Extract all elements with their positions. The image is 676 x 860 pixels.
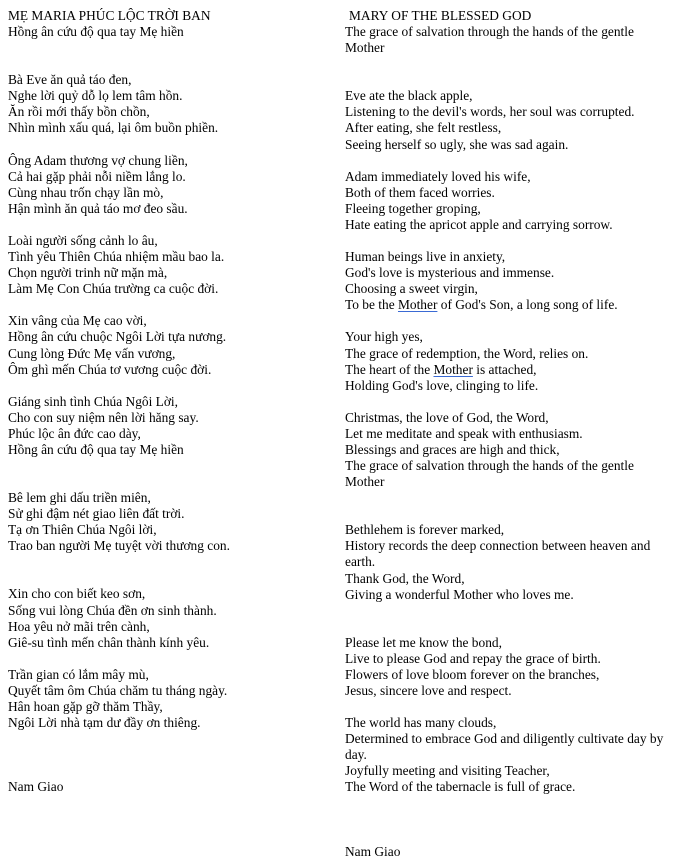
poem-line: Bà Eve ăn quả táo đen, — [8, 72, 132, 88]
stanza — [8, 72, 328, 136]
poem-line: The grace of salvation through the hands of the gentle Mother — [345, 458, 634, 490]
poem-line: Tạ ơn Thiên Chúa Ngôi lời, — [8, 522, 157, 538]
poem-line: Cho con suy niệm nên lời hăng say. — [8, 409, 199, 425]
english-poem-column — [345, 8, 671, 860]
poem-line: Holding God's love, clinging to life. — [345, 377, 539, 393]
poem-line: Sử ghi đậm nét giao liên đất trời. — [8, 506, 185, 522]
stanza — [8, 586, 328, 650]
poem-line: Trao ban người Mẹ tuyệt vời thương con. — [8, 538, 230, 554]
poem-line: Xin cho con biết keo sơn, — [8, 586, 146, 602]
poem-line: Hate eating the apricot apple and carrying sorrow. — [345, 216, 613, 232]
stanza — [345, 635, 671, 699]
poem-line: Ăn rồi mới thấy bồn chồn, — [8, 104, 150, 120]
poem-line: Chọn người trinh nữ mặn mà, — [8, 265, 168, 281]
poem-line: Seeing herself so ugly, she was sad again. — [345, 136, 569, 152]
poem-title: MẸ MARIA PHÚC LỘC TRỜI BAN — [8, 8, 211, 23]
poem-line: To be the Mother of God's Son, a long song of life. — [345, 297, 618, 313]
stanza — [345, 88, 671, 152]
poem-line: The world has many clouds, — [345, 715, 497, 731]
poem-line: Hồng ân cứu chuộc Ngôi Lời tựa nương. — [8, 329, 227, 345]
poem-line: Ông Adam thương vợ chung liền, — [8, 152, 188, 168]
poem-line: History records the deep connection between heaven and earth. — [345, 538, 651, 570]
poem-line: God's love is mysterious and immense. — [345, 265, 555, 281]
author-signature: Nam Giao — [8, 779, 64, 795]
author-signature: Nam Giao — [345, 843, 401, 859]
stanza-list — [8, 72, 328, 731]
stanza — [345, 715, 671, 795]
poem-line: Listening to the devil's words, her soul was corrupted. — [345, 104, 635, 120]
poem-line: Cả hai gặp phải nỗi niềm lắng lo. — [8, 168, 186, 184]
poem-line: Hoa yêu nở mãi trên cành, — [8, 618, 150, 634]
poem-line: Choosing a sweet virgin, — [345, 281, 478, 297]
poem-line: Giê-su tình mến chân thành kính yêu. — [8, 634, 210, 650]
poem-line: Hồng ân cứu độ qua tay Mẹ hiền — [8, 441, 184, 457]
poem-line: Flowers of love bloom forever on the branches, — [345, 666, 600, 682]
poem-line: Cung lòng Đức Mẹ vấn vương, — [8, 345, 176, 361]
poem-line: The heart of the Mother is attached, — [345, 361, 537, 377]
poem-line: Christmas, the love of God, the Word, — [345, 409, 549, 425]
poem-line: Bethlehem is forever marked, — [345, 522, 505, 538]
poem-line: Nghe lời quỷ dỗ lọ lem tâm hồn. — [8, 88, 183, 104]
poem-subtitle: Hồng ân cứu độ qua tay Mẹ hiền — [8, 24, 184, 40]
poem-line: Nhìn mình xấu quá, lại ôm buồn phiền. — [8, 120, 219, 136]
stanza — [8, 490, 328, 554]
poem-line: The grace of redemption, the Word, relies on. — [345, 345, 589, 361]
poem-line: Let me meditate and speak with enthusiasm. — [345, 425, 583, 441]
poem-line: Your high yes, — [345, 329, 423, 345]
poem-line: Blessings and graces are high and thick, — [345, 441, 560, 457]
poem-line: Determined to embrace God and diligently cultivate day by day. — [345, 731, 664, 763]
stanza — [8, 667, 328, 731]
poem-line: Ngôi Lời nhà tạm dư đầy ơn thiêng. — [8, 715, 201, 731]
poem-line: Jesus, sincere love and respect. — [345, 683, 512, 698]
poem-line: Thank God, the Word, — [345, 570, 465, 586]
poem-line: Human beings live in anxiety, — [345, 249, 506, 265]
stanza — [8, 233, 328, 297]
stanza — [8, 394, 328, 458]
stanza — [345, 169, 671, 233]
vietnamese-poem-column — [8, 8, 328, 795]
stanza — [8, 153, 328, 217]
stanza — [345, 410, 671, 490]
poem-line: The Word of the tabernacle is full of grace. — [345, 779, 576, 795]
poem-line: Giáng sinh tình Chúa Ngôi Lời, — [8, 393, 178, 409]
poem-line: Loài người sống cảnh lo âu, — [8, 232, 158, 248]
stanza-list — [345, 88, 671, 795]
poem-line: Cùng nhau trốn chạy lần mò, — [8, 184, 164, 200]
poem-line: Bê lem ghi dấu triền miên, — [8, 490, 151, 506]
spellcheck-underline: Mother — [433, 361, 473, 377]
poem-line: Ôm ghì mến Chúa tơ vương cuộc đời. — [8, 361, 212, 377]
poem-line: Eve ate the black apple, — [345, 88, 473, 104]
poem-line: Phúc lộc ân đức cao dày, — [8, 425, 141, 441]
poem-line: Adam immediately loved his wife, — [345, 168, 531, 184]
poem-line: Both of them faced worries. — [345, 184, 495, 200]
poem-line: Please let me know the bond, — [345, 634, 502, 650]
poem-line: Giving a wonderful Mother who loves me. — [345, 586, 574, 602]
poem-line: Xin vâng của Mẹ cao vời, — [8, 313, 147, 329]
poem-line: Sống vui lòng Chúa đền ơn sinh thành. — [8, 602, 217, 618]
stanza — [345, 329, 671, 393]
poem-line: Quyết tâm ôm Chúa chăm tu tháng ngày. — [8, 682, 228, 698]
poem-line: Live to please God and repay the grace of birth. — [345, 650, 601, 666]
poem-line: Trần gian có lắm mây mù, — [8, 666, 149, 682]
stanza — [8, 313, 328, 377]
poem-line: Hân hoan gặp gỡ thăm Thầy, — [8, 699, 163, 714]
spellcheck-underline: Mother — [397, 297, 438, 313]
poem-line: Hận mình ăn quả táo mơ đeo sầu. — [8, 200, 188, 216]
stanza — [345, 249, 671, 313]
poem-line: Tình yêu Thiên Chúa nhiệm mầu bao la. — [8, 249, 225, 265]
stanza — [345, 522, 671, 602]
poem-line: Fleeing together groping, — [345, 200, 481, 216]
poem-line: Làm Mẹ Con Chúa trường ca cuộc đời. — [8, 281, 219, 297]
poem-subtitle: The grace of salvation through the hands of the gentle Mother — [345, 24, 634, 56]
poem-line: Joyfully meeting and visiting Teacher, — [345, 763, 550, 779]
poem-title: MARY OF THE BLESSED GOD — [349, 8, 532, 23]
poem-line: After eating, she felt restless, — [345, 120, 502, 136]
